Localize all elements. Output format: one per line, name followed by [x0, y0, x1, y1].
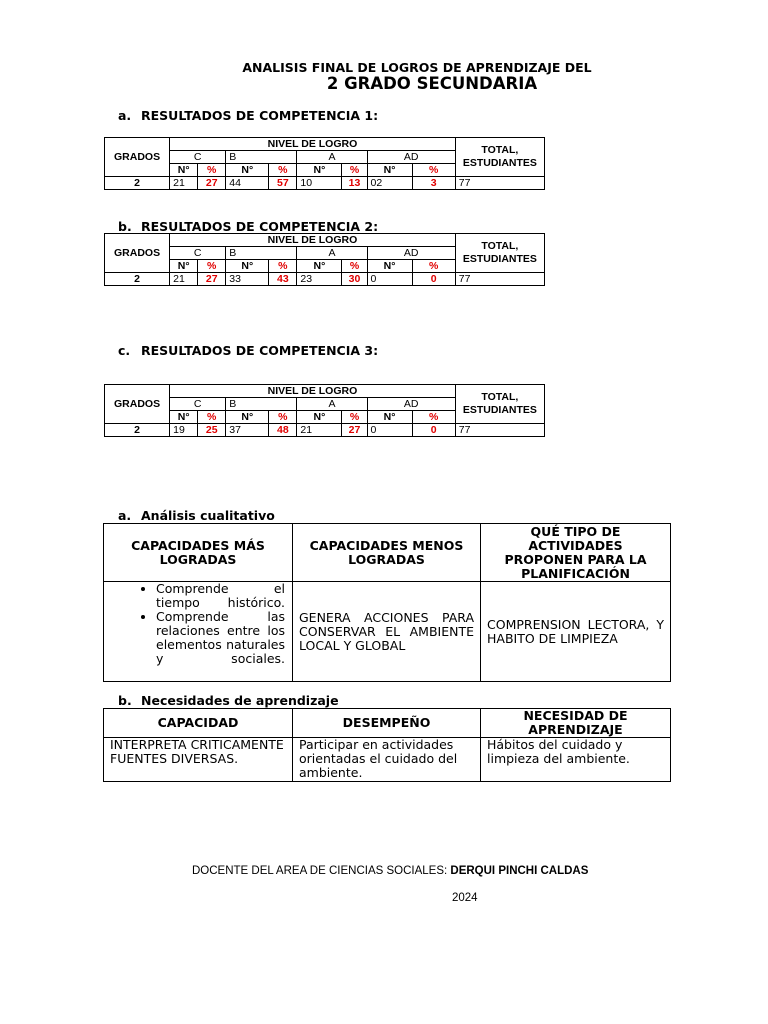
level-b: B — [226, 398, 297, 411]
pct-header: % — [198, 164, 226, 177]
nivel-header: NIVEL DE LOGRO — [170, 385, 456, 398]
section-letter: b. — [118, 693, 132, 708]
section-letter: a. — [118, 108, 132, 123]
header-capacidad: CAPACIDAD — [104, 709, 293, 738]
section-title: RESULTADOS DE COMPETENCIA 2: — [141, 219, 379, 234]
num-header: N° — [297, 260, 342, 273]
section-title: Análisis cualitativo — [141, 508, 275, 523]
level-c: C — [170, 398, 226, 411]
pct-header: % — [412, 164, 455, 177]
section-competencia-1 — [118, 108, 378, 123]
year: 2024 — [452, 892, 478, 904]
num-header: N° — [367, 164, 412, 177]
num-header: N° — [226, 411, 269, 424]
section-cualitativo — [118, 508, 275, 523]
grados-header: GRADOS — [105, 138, 170, 177]
num-header: N° — [170, 164, 198, 177]
pct-header: % — [342, 260, 367, 273]
table-row — [105, 424, 545, 437]
title-line-2: 2 GRADO SECUNDARIA — [326, 74, 538, 93]
level-a: A — [297, 398, 367, 411]
section-letter: b. — [118, 219, 132, 234]
cell-a-pct: 13 — [342, 177, 367, 190]
cell-total: 77 — [455, 424, 544, 437]
header-desempeno: DESEMPEÑO — [293, 709, 481, 738]
level-c: C — [170, 247, 226, 260]
header-necesidad: NECESIDAD DE APRENDIZAJE — [481, 709, 671, 738]
table-row — [105, 177, 545, 190]
header-actividades: QUÉ TIPO DE ACTIVIDADES PROPONEN PARA LA PLANIFICACIÓN — [481, 524, 671, 582]
level-ad: AD — [367, 151, 455, 164]
cell-necesidad: Hábitos del cuidado y limpieza del ambiente. — [481, 738, 671, 782]
cell-ad-pct: 0 — [412, 424, 455, 437]
cell-desempeno: Participar en actividades orientadas el cuidado del ambiente. — [293, 738, 481, 782]
cell-total: 77 — [455, 177, 544, 190]
num-header: N° — [170, 411, 198, 424]
section-title: Necesidades de aprendizaje — [141, 693, 339, 708]
cell-b-num: 37 — [226, 424, 269, 437]
pct-header: % — [269, 411, 297, 424]
num-header: N° — [367, 260, 412, 273]
cell-b-num: 33 — [226, 273, 269, 286]
num-header: N° — [367, 411, 412, 424]
cell-grado: 2 — [105, 177, 170, 190]
cell-c-pct: 27 — [198, 177, 226, 190]
docente-line — [192, 865, 588, 877]
cell-a-num: 23 — [297, 273, 342, 286]
nivel-header: NIVEL DE LOGRO — [170, 234, 456, 247]
pct-header: % — [198, 260, 226, 273]
cell-capacidad: INTERPRETA CRITICAMENTE FUENTES DIVERSAS. — [104, 738, 293, 782]
docente-label: DOCENTE DEL AREA DE CIENCIAS SOCIALES: — [192, 865, 451, 877]
section-competencia-2 — [118, 219, 378, 234]
pct-header: % — [412, 411, 455, 424]
section-title: RESULTADOS DE COMPETENCIA 1: — [141, 108, 379, 123]
pct-header: % — [269, 164, 297, 177]
header-mas-logradas: CAPACIDADES MÁS LOGRADAS — [104, 524, 293, 582]
results-table-3 — [104, 384, 545, 437]
list-item: • Comprende el tiempo histórico. — [156, 582, 285, 610]
total-header: TOTAL, ESTUDIANTES — [455, 138, 544, 177]
cell-ad-pct: 0 — [412, 273, 455, 286]
cell-c-num: 21 — [170, 177, 198, 190]
cell-a-pct: 27 — [342, 424, 367, 437]
nivel-header: NIVEL DE LOGRO — [170, 138, 456, 151]
cell-a-num: 21 — [297, 424, 342, 437]
total-header: TOTAL, ESTUDIANTES — [455, 234, 544, 273]
cell-a-pct: 30 — [342, 273, 367, 286]
pct-header: % — [269, 260, 297, 273]
cell-actividades: COMPRENSION LECTORA, Y HABITO DE LIMPIEZA — [481, 582, 671, 682]
grados-header: GRADOS — [105, 234, 170, 273]
section-title: RESULTADOS DE COMPETENCIA 3: — [141, 343, 379, 358]
cell-b-pct: 57 — [269, 177, 297, 190]
level-a: A — [297, 247, 367, 260]
pct-header: % — [342, 411, 367, 424]
grados-header: GRADOS — [105, 385, 170, 424]
pct-header: % — [342, 164, 367, 177]
docente-name: DERQUI PINCHI CALDAS — [450, 865, 589, 877]
pct-header: % — [198, 411, 226, 424]
level-c: C — [170, 151, 226, 164]
num-header: N° — [170, 260, 198, 273]
cell-grado: 2 — [105, 424, 170, 437]
cell-c-pct: 25 — [198, 424, 226, 437]
pct-header: % — [412, 260, 455, 273]
cell-c-num: 19 — [170, 424, 198, 437]
num-header: N° — [226, 164, 269, 177]
cell-b-num: 44 — [226, 177, 269, 190]
cell-a-num: 10 — [297, 177, 342, 190]
header-menos-logradas: CAPACIDADES MENOS LOGRADAS — [293, 524, 481, 582]
cell-menos-logradas: GENERA ACCIONES PARA CONSERVAR EL AMBIENTE LOCAL Y GLOBAL — [293, 582, 481, 682]
section-letter: c. — [118, 343, 131, 358]
num-header: N° — [226, 260, 269, 273]
cell-c-pct: 27 — [198, 273, 226, 286]
num-header: N° — [297, 411, 342, 424]
cell-ad-num: 0 — [367, 424, 412, 437]
cell-ad-num: 0 — [367, 273, 412, 286]
cell-b-pct: 48 — [269, 424, 297, 437]
total-header: TOTAL, ESTUDIANTES — [455, 385, 544, 424]
cell-c-num: 21 — [170, 273, 198, 286]
level-a: A — [297, 151, 367, 164]
level-ad: AD — [367, 398, 455, 411]
cell-total: 77 — [455, 273, 544, 286]
cell-ad-pct: 3 — [412, 177, 455, 190]
level-ad: AD — [367, 247, 455, 260]
title-line-1: ANALISIS FINAL DE LOGROS DE APRENDIZAJE DEL — [242, 60, 592, 75]
necesidades-table — [103, 708, 671, 782]
section-letter: a. — [118, 508, 132, 523]
results-table-2 — [104, 233, 545, 286]
cell-mas-logradas — [104, 582, 293, 682]
list-item: • Comprende las relaciones entre los elementos naturales y sociales. — [156, 610, 285, 666]
level-b: B — [226, 151, 297, 164]
cell-b-pct: 43 — [269, 273, 297, 286]
num-header: N° — [297, 164, 342, 177]
cualitativo-table — [103, 523, 671, 682]
section-necesidades — [118, 693, 339, 708]
table-row — [105, 273, 545, 286]
cell-ad-num: 02 — [367, 177, 412, 190]
section-competencia-3 — [118, 343, 378, 358]
cell-grado: 2 — [105, 273, 170, 286]
level-b: B — [226, 247, 297, 260]
results-table-1 — [104, 137, 545, 190]
